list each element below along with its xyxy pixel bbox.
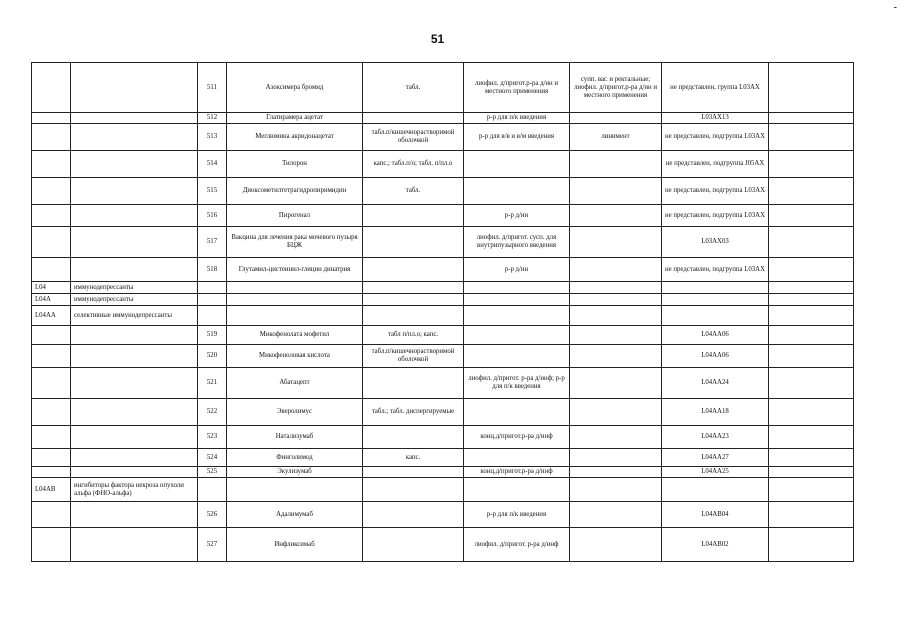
- cell-num: 517: [198, 227, 227, 258]
- cell-form1: [363, 528, 464, 562]
- cell-atc: не представлен, подгруппа L03AX: [662, 258, 769, 282]
- cell-num: 518: [198, 258, 227, 282]
- cell-form3: [570, 178, 662, 205]
- cell-form3: [570, 306, 662, 326]
- cell-form1: капс.: [363, 449, 464, 467]
- cell-form3: [570, 502, 662, 528]
- cell-extra: [769, 282, 854, 294]
- cell-name: Глутамил-цистеинил-глицин динатрия: [227, 258, 363, 282]
- cell-form1: [363, 368, 464, 399]
- cell-extra: [769, 345, 854, 368]
- cell-name: Экулизумаб: [227, 467, 363, 478]
- cell-code: [32, 258, 71, 282]
- cell-extra: [769, 124, 854, 151]
- cell-group: селективные иммунодепрессанты: [71, 306, 198, 326]
- cell-code: [32, 449, 71, 467]
- cell-extra: [769, 326, 854, 345]
- cell-form1: [363, 113, 464, 124]
- table-row: [32, 227, 854, 258]
- cell-extra: [769, 502, 854, 528]
- cell-form2: [464, 282, 570, 294]
- cell-form2: конц.д/пригот.р-ра д/инф: [464, 467, 570, 478]
- cell-group: [71, 345, 198, 368]
- table-row: [32, 113, 854, 124]
- cell-code: L04A: [32, 294, 71, 306]
- cell-name: Глатирамера ацетат: [227, 113, 363, 124]
- cell-form1: [363, 205, 464, 227]
- cell-form2: лиофил. д/пригот.р-ра д/ин и местного применения: [464, 63, 570, 113]
- cell-group: [71, 178, 198, 205]
- table-row: [32, 478, 854, 502]
- cell-form2: [464, 449, 570, 467]
- cell-form2: лиофил. д/пригот. сусп. для внутрипузырного введения: [464, 227, 570, 258]
- cell-group: ингибиторы фактора некроза опухоли альфа (ФНО-альфа): [71, 478, 198, 502]
- cell-extra: [769, 113, 854, 124]
- cell-form1: табл.п/кишечнорастворимой оболочкой: [363, 124, 464, 151]
- cell-num: [198, 282, 227, 294]
- cell-form2: [464, 294, 570, 306]
- cell-num: 520: [198, 345, 227, 368]
- cell-extra: [769, 258, 854, 282]
- cell-num: 522: [198, 399, 227, 426]
- cell-num: 519: [198, 326, 227, 345]
- cell-form3: [570, 449, 662, 467]
- cell-atc: L04AA25: [662, 467, 769, 478]
- cell-atc: [662, 306, 769, 326]
- cell-extra: [769, 205, 854, 227]
- cell-name: Пирогенал: [227, 205, 363, 227]
- cell-group: [71, 124, 198, 151]
- cell-atc: L04AA23: [662, 426, 769, 449]
- cell-code: [32, 178, 71, 205]
- cell-group: [71, 467, 198, 478]
- cell-form3: [570, 345, 662, 368]
- cell-name: Азоксимера бромид: [227, 63, 363, 113]
- cell-extra: [769, 528, 854, 562]
- cell-form2: [464, 326, 570, 345]
- table-row: [32, 294, 854, 306]
- cell-num: 514: [198, 151, 227, 178]
- cell-group: иммунодепрессанты: [71, 294, 198, 306]
- cell-extra: [769, 294, 854, 306]
- cell-name: Адалимумаб: [227, 502, 363, 528]
- cell-name: Вакцина для лечения рака мочевого пузыря БЦЖ: [227, 227, 363, 258]
- cell-atc: L03AX13: [662, 113, 769, 124]
- cell-atc: не представлен, группа L03AX: [662, 63, 769, 113]
- table-row: [32, 502, 854, 528]
- cell-form2: лиофил. д/пригот. р-ра д/инф: [464, 528, 570, 562]
- cell-code: [32, 467, 71, 478]
- table-row: [32, 528, 854, 562]
- table-row: [32, 282, 854, 294]
- cell-num: 515: [198, 178, 227, 205]
- cell-form1: табл.; табл. диспергируемые: [363, 399, 464, 426]
- cell-form2: лиофил. д/пригот. р-ра д/инф; р-р для п/к введения: [464, 368, 570, 399]
- cell-group: иммунодепрессанты: [71, 282, 198, 294]
- cell-num: 516: [198, 205, 227, 227]
- cell-atc: L04AA27: [662, 449, 769, 467]
- cell-code: [32, 368, 71, 399]
- cell-form1: табл.: [363, 63, 464, 113]
- table-row: [32, 368, 854, 399]
- cell-extra: [769, 368, 854, 399]
- cell-form2: [464, 306, 570, 326]
- cell-name: Абатацепт: [227, 368, 363, 399]
- cell-form3: [570, 478, 662, 502]
- cell-code: [32, 151, 71, 178]
- cell-form3: [570, 294, 662, 306]
- cell-form3: [570, 227, 662, 258]
- cell-atc: L04AA18: [662, 399, 769, 426]
- cell-form1: [363, 282, 464, 294]
- cell-form3: [570, 399, 662, 426]
- cell-atc: L04AB04: [662, 502, 769, 528]
- cell-code: [32, 326, 71, 345]
- cell-atc: L04AA06: [662, 326, 769, 345]
- cell-atc: не представлен, подгруппа L03AX: [662, 124, 769, 151]
- cell-num: 511: [198, 63, 227, 113]
- cell-num: 524: [198, 449, 227, 467]
- cell-form1: капс.; табл.п/о; табл. п/пл.о: [363, 151, 464, 178]
- cell-form1: [363, 258, 464, 282]
- cell-form2: [464, 399, 570, 426]
- cell-code: [32, 399, 71, 426]
- cell-num: [198, 306, 227, 326]
- cell-atc: L03AX03: [662, 227, 769, 258]
- cell-name: [227, 282, 363, 294]
- cell-atc: [662, 478, 769, 502]
- cell-extra: [769, 63, 854, 113]
- cell-form2: [464, 345, 570, 368]
- cell-form3: [570, 151, 662, 178]
- corner-mark: -: [893, 2, 897, 13]
- cell-code: [32, 528, 71, 562]
- cell-form3: [570, 282, 662, 294]
- cell-extra: [769, 467, 854, 478]
- cell-name: Инфликсимаб: [227, 528, 363, 562]
- cell-extra: [769, 478, 854, 502]
- cell-group: [71, 63, 198, 113]
- cell-form1: табл.п/кишечнорастворимой оболочкой: [363, 345, 464, 368]
- cell-group: [71, 399, 198, 426]
- cell-code: L04AA: [32, 306, 71, 326]
- cell-code: [32, 113, 71, 124]
- cell-atc: [662, 282, 769, 294]
- cell-name: Меглюмина акридонацетат: [227, 124, 363, 151]
- cell-name: [227, 478, 363, 502]
- cell-code: [32, 426, 71, 449]
- cell-code: [32, 124, 71, 151]
- table-row: [32, 426, 854, 449]
- cell-code: [32, 227, 71, 258]
- table-row: [32, 178, 854, 205]
- cell-form2: р-р д/ин: [464, 205, 570, 227]
- cell-form1: [363, 306, 464, 326]
- cell-code: L04: [32, 282, 71, 294]
- drug-table: [31, 62, 854, 562]
- cell-name: Диоксометилтетрагидропиримидин: [227, 178, 363, 205]
- cell-group: [71, 227, 198, 258]
- cell-form3: [570, 368, 662, 399]
- cell-form3: [570, 467, 662, 478]
- cell-group: [71, 326, 198, 345]
- cell-atc: L04AA06: [662, 345, 769, 368]
- cell-form2: [464, 478, 570, 502]
- cell-form3: [570, 113, 662, 124]
- table-row: [32, 124, 854, 151]
- cell-form1: [363, 467, 464, 478]
- cell-atc: [662, 294, 769, 306]
- cell-form3: [570, 205, 662, 227]
- cell-form3: линимент: [570, 124, 662, 151]
- cell-name: [227, 294, 363, 306]
- cell-num: 513: [198, 124, 227, 151]
- cell-extra: [769, 426, 854, 449]
- cell-form2: р-р для п/к введения: [464, 502, 570, 528]
- cell-extra: [769, 399, 854, 426]
- cell-form1: [363, 426, 464, 449]
- table-row: [32, 449, 854, 467]
- cell-num: 527: [198, 528, 227, 562]
- cell-form2: р-р для п/к введения: [464, 113, 570, 124]
- cell-code: [32, 345, 71, 368]
- cell-atc: не представлен, подгруппа L03AX: [662, 205, 769, 227]
- cell-atc: L04AA24: [662, 368, 769, 399]
- cell-name: Финголимод: [227, 449, 363, 467]
- cell-num: 523: [198, 426, 227, 449]
- cell-name: Микофенолата мофетил: [227, 326, 363, 345]
- cell-form1: [363, 502, 464, 528]
- cell-atc: не представлен, подгруппа J05AX: [662, 151, 769, 178]
- page-number: 51: [430, 32, 445, 46]
- cell-atc: не представлен, подгруппа L03AX: [662, 178, 769, 205]
- cell-extra: [769, 449, 854, 467]
- cell-num: 512: [198, 113, 227, 124]
- cell-group: [71, 205, 198, 227]
- cell-group: [71, 368, 198, 399]
- cell-code: [32, 205, 71, 227]
- table-row: [32, 345, 854, 368]
- cell-form2: [464, 151, 570, 178]
- cell-num: [198, 478, 227, 502]
- cell-name: [227, 306, 363, 326]
- cell-num: 521: [198, 368, 227, 399]
- cell-extra: [769, 227, 854, 258]
- cell-code: L04AB: [32, 478, 71, 502]
- cell-group: [71, 258, 198, 282]
- cell-group: [71, 449, 198, 467]
- table-row: [32, 205, 854, 227]
- cell-form1: [363, 227, 464, 258]
- cell-form2: [464, 178, 570, 205]
- cell-name: Тилорон: [227, 151, 363, 178]
- cell-form3: [570, 426, 662, 449]
- cell-form1: табл п/пл.о; капс.: [363, 326, 464, 345]
- cell-form1: [363, 478, 464, 502]
- cell-extra: [769, 178, 854, 205]
- cell-num: 526: [198, 502, 227, 528]
- table-row: [32, 306, 854, 326]
- table-row: [32, 63, 854, 113]
- cell-form3: [570, 258, 662, 282]
- cell-form1: [363, 294, 464, 306]
- table-row: [32, 151, 854, 178]
- table-row: [32, 467, 854, 478]
- cell-group: [71, 426, 198, 449]
- cell-extra: [769, 151, 854, 178]
- cell-form2: р-р для в/в и в/м введения: [464, 124, 570, 151]
- cell-form2: конц.д/пригот.р-ра д/инф: [464, 426, 570, 449]
- cell-group: [71, 151, 198, 178]
- cell-form1: табл.: [363, 178, 464, 205]
- cell-name: Эверолимус: [227, 399, 363, 426]
- table-row: [32, 258, 854, 282]
- cell-name: Микофеноловая кислота: [227, 345, 363, 368]
- cell-form3: супп. ваг. и ректальные; лиофил. д/пригот.р-ра д/ин и местного применения: [570, 63, 662, 113]
- cell-code: [32, 63, 71, 113]
- cell-name: Натализумаб: [227, 426, 363, 449]
- cell-code: [32, 502, 71, 528]
- cell-group: [71, 528, 198, 562]
- cell-extra: [769, 306, 854, 326]
- cell-group: [71, 113, 198, 124]
- cell-form2: р-р д/ин: [464, 258, 570, 282]
- cell-form3: [570, 528, 662, 562]
- cell-atc: L04AB02: [662, 528, 769, 562]
- cell-form3: [570, 326, 662, 345]
- table-row: [32, 399, 854, 426]
- cell-num: [198, 294, 227, 306]
- cell-group: [71, 502, 198, 528]
- table-row: [32, 326, 854, 345]
- cell-num: 525: [198, 467, 227, 478]
